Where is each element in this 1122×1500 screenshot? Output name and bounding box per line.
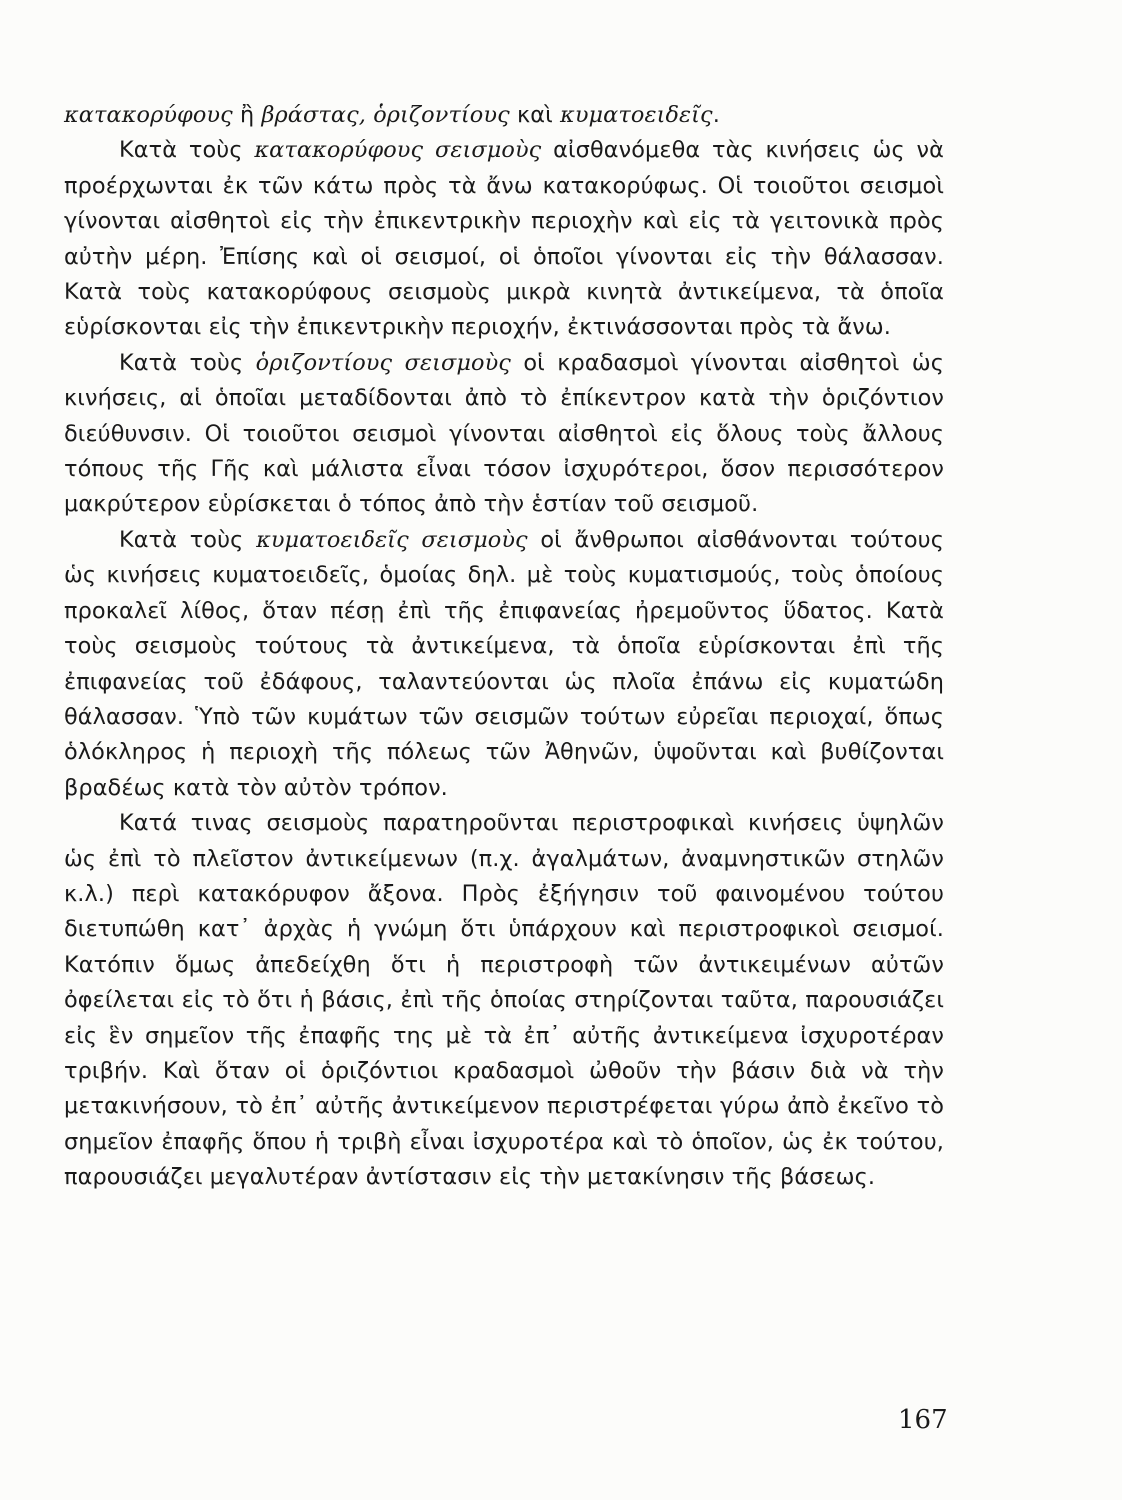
text-run: Κατὰ τοὺς	[119, 526, 257, 553]
text-run: καὶ	[509, 102, 561, 128]
italic-term: κατακορύφους	[64, 102, 233, 128]
italic-term: βράστας, ὁριζοντίους	[261, 102, 510, 128]
body-text	[64, 98, 944, 1196]
paragraph-wave-earthquakes	[64, 523, 944, 806]
text-run: οἱ κραδασμοὶ γίνονται αἰσθητοὶ ὡς κινήσεις, αἱ ὁποῖαι μεταδίδονται ἀπὸ τὸ ἐπίκεντρον κατὰ τὴν ὁριζόντιον διεύθυνσιν. Οἱ τοιοῦτοι σεισμοὶ γίνονται αἰσθητοὶ εἰς ὅλους τοὺς ἄλλους τόπους τῆς Γῆς καὶ μάλιστα εἶναι τόσον ἰσχυρότεροι, ὅσον περισσότερον μακρύτερον εὑρίσκεται ὁ τόπος ἀπὸ τὴν ἑστίαν τοῦ σεισμοῦ.	[64, 349, 944, 518]
text-run: ἢ	[232, 102, 262, 128]
text-run: αἰσθανόμεθα τὰς κινήσεις ὡς νὰ προέρχωνται ἐκ τῶν κάτω πρὸς τὰ ἄνω κατακορύφως. Οἱ τοιοῦτοι σεισμοὶ γίνονται αἰσθητοὶ εἰς τὴν ἐπικεντρικὴν περιοχὴν καὶ εἰς τὰ γειτονικὰ πρὸς αὐτὴν μέρη. Ἐπίσης καὶ οἱ σεισμοί, οἱ ὁποῖοι γίνονται εἰς τὴν θάλασσαν. Κατὰ τοὺς κατακορύφους σεισμοὺς μικρὰ κινητὰ ἀντικείμενα, τὰ ὁποῖα εὑρίσκονται εἰς τὴν ἐπικεντρικὴν περιοχήν, ἐκτινάσσονται πρὸς τὰ ἄνω.	[64, 137, 944, 341]
paragraph-horizontal-earthquakes	[64, 346, 944, 523]
page-number: 167	[898, 1405, 948, 1435]
text-run: οἱ ἄνθρωποι αἰσθάνονται τούτους ὡς κινήσεις κυματοειδεῖς, ὁμοίας δηλ. μὲ τοὺς κυματισμούς, τοὺς ὁποίους προκαλεῖ λίθος, ὅταν πέσῃ ἐπὶ τῆς ἐπιφανείας ἠρεμοῦντος ὕδατος. Κατὰ τοὺς σεισμοὺς τούτους τὰ ἀντικείμενα, τὰ ὁποῖα εὑρίσκονται ἐπὶ τῆς ἐπιφανείας τοῦ ἐδάφους, ταλαντεύονται ὡς πλοῖα ἐπάνω εἰς κυματώδη θάλασσαν. Ὑπὸ τῶν κυμάτων τῶν σεισμῶν τούτων εὐρεῖαι περιοχαί, ὅπως ὁλόκληρος ἡ περιοχὴ τῆς πόλεως τῶν Ἀθηνῶν, ὑψοῦνται καὶ βυθίζονται βραδέως κατὰ τὸν αὐτὸν τρόπον.	[64, 526, 944, 801]
italic-term: κυματοειδεῖς	[560, 102, 713, 128]
text-run: Κατὰ τοὺς	[119, 349, 256, 376]
paragraph-intro-line	[64, 98, 944, 133]
paragraph-rotational-motions: Κατά τινας σεισμοὺς παρατηροῦνται περιστροφικαὶ κινήσεις ὑψηλῶν ὡς ἐπὶ τὸ πλεῖστον ἀντικείμενων (π.χ. ἀγαλμάτων, ἀναμνηστικῶν στηλῶν κ.λ.) περὶ κατακόρυφον ἄξονα. Πρὸς ἐξήγησιν τοῦ φαινομένου τούτου διετυπώθη κατ᾽ ἀρχὰς ἡ γνώμη ὅτι ὑπάρχουν καὶ περιστροφικοὶ σεισμοί. Κατόπιν ὅμως ἀπεδείχθη ὅτι ἡ περιστροφὴ τῶν ἀντικειμένων αὐτῶν ὀφείλεται εἰς τὸ ὅτι ἡ βάσις, ἐπὶ τῆς ὁποίας στηρίζονται ταῦτα, παρουσιάζει εἰς ἓν σημεῖον τῆς ἐπαφῆς της μὲ τὰ ἐπ᾽ αὐτῆς ἀντικείμενα ἰσχυροτέραν τριβήν. Καὶ ὅταν οἱ ὁριζόντιοι κραδασμοὶ ὠθοῦν τὴν βάσιν διὰ νὰ τὴν μετακινήσουν, τὸ ἐπ᾽ αὐτῆς ἀντικείμενον περιστρέφεται γύρω ἀπὸ ἐκεῖνο τὸ σημεῖον ἐπαφῆς ὅπου ἡ τριβὴ εἶναι ἰσχυροτέρα καὶ τὸ ὁποῖον, ὡς ἐκ τούτου, παρουσιάζει μεγαλυτέραν ἀντίστασιν εἰς τὴν μετακίνησιν τῆς βάσεως.	[64, 810, 944, 1191]
text-run: Κατὰ τοὺς	[119, 137, 255, 164]
text-run: .	[712, 102, 720, 128]
paragraph-vertical-earthquakes	[64, 133, 944, 345]
italic-term: κατακορύφους σεισμοὺς	[254, 137, 542, 164]
italic-term: κυματοειδεῖς σεισμοὺς	[256, 526, 528, 553]
italic-term: ὁριζοντίους σεισμοὺς	[255, 349, 511, 376]
